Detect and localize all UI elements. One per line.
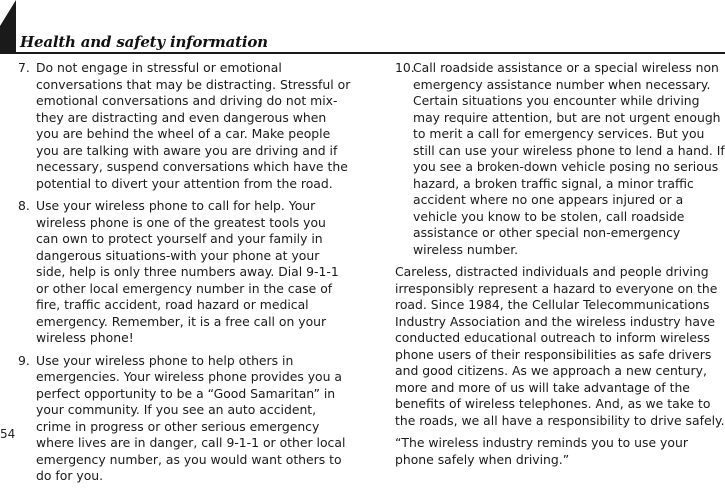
quote-paragraph: “The wireless industry reminds you to use your phone safely when driving.”: [395, 435, 688, 467]
list-item: [18, 353, 351, 485]
list-item-number: 8.: [18, 198, 30, 213]
list-item: [18, 60, 351, 192]
list-item-text: Call roadside assistance or a special wireless non emergency assistance number when necessary. Certain situations you encounter while driving may require attention, but are not urgent enough to merit a call for emergency services. But you still can use your wireless phone to lend a hand. If you see a broken-down vehicle posing no serious hazard, a broken traffic signal, a minor traffic accident where no one appears injured or a vehicle you know to be stolen, call roadside assistance or other special non-emergency wireless number.: [413, 60, 725, 257]
list-item-text: Use your wireless phone to call for help. Your wireless phone is one of the greatest tools you can own to protect yourself and your family in dangerous situations-with your phone at your side, help is only three numbers away. Dial 9-1-1 or other local emergency number in the case of fire, traffic accident, road hazard or medical emergency. Remember, it is a free call on your wireless phone!: [36, 198, 339, 345]
list-item-number: 10.: [395, 60, 415, 75]
list-item-text: Do not engage in stressful or emotional conversations that may be distracting. Stressful or emotional conversations and driving do not mix-they are distracting and even dangerous when you are behind the wheel of a car. Make people you are talking with aware you are driving and if necessary, suspend conversations which have the potential to divert your attention from the road.: [36, 60, 351, 191]
list-item-number: 7.: [18, 60, 30, 75]
left-column: [18, 60, 351, 491]
list-item: [18, 198, 351, 347]
list-item-text: Use your wireless phone to help others in emergencies. Your wireless phone provides you a perfect opportunity to be a “Good Samaritan” in your community. If you see an auto accident, crime in progress or other serious emergency where lives are in danger, call 9-1-1 or other local emergency number, as you would want others to do for you.: [36, 352, 346, 483]
right-column: [395, 60, 725, 474]
list-item-number: 9.: [18, 352, 30, 368]
list-item: [395, 60, 725, 258]
body-paragraph: Careless, distracted individuals and people driving irresponsibly represent a hazard to everyone on the road. Since 1984, the Cellular Telecommunications Industry Association and the wireless industry have conducted educational outreach to inform wireless phone users of their responsibilities as safe drivers and good citizens. As we approach a new century, more and more of us will take advantage of the benefits of wireless telephones. And, as we take to the roads, we all have a responsibility to drive safely.: [395, 264, 725, 428]
page-number: 54: [0, 427, 16, 441]
section-title: Health and safety information: [20, 33, 268, 51]
